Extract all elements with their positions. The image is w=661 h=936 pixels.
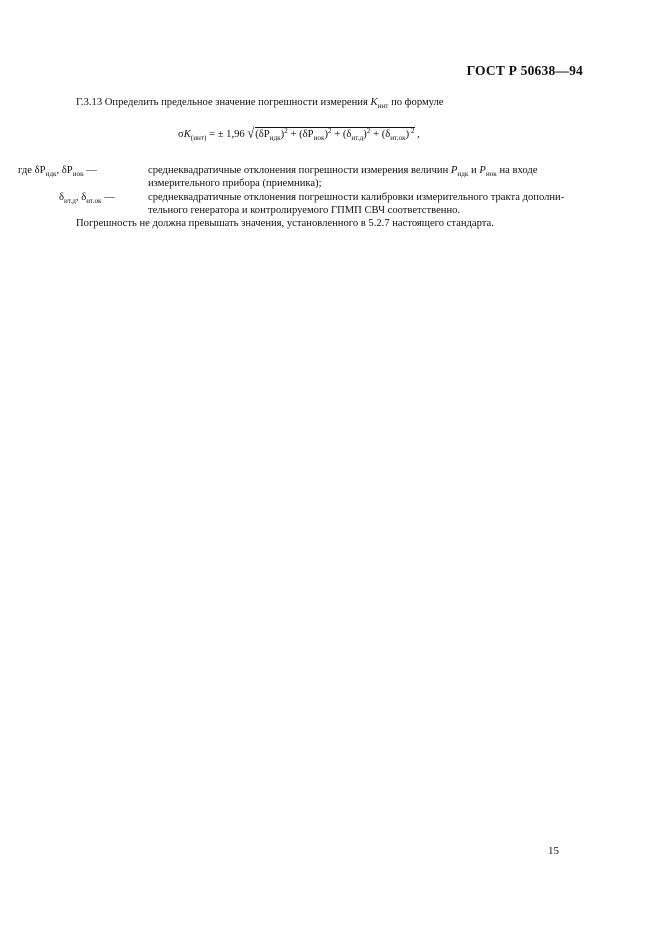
term-4: $(\delta_{ит.ок})$ $^2$ bbox=[381, 127, 415, 142]
note-paragraph: Погрешность не должна превышать значения, установленного в 5.2.7 настоящего стандарта. bbox=[76, 218, 494, 229]
term-3: $(\delta_{ит.д})^2$ bbox=[342, 127, 371, 142]
definition-1-line-2: измерительного прибора (приемника); bbox=[148, 178, 322, 189]
symbol-k-subscript: инт bbox=[377, 102, 389, 110]
formula-radicand: $(\delta P_{идк})^2 + (\delta P_{иок})^2 + (\delta_{ит.д})^2 + (\delta_{ит.ок})$ $^2$ bbox=[255, 127, 415, 142]
definition-2-symbols: $\delta_{ит.д}$, $\delta_{ит.ок}$ — bbox=[59, 192, 115, 205]
clause-intro bbox=[76, 96, 444, 109]
definition-1-symbols: где $\delta P_{идк}$, $\delta P_{иок}$ — bbox=[18, 165, 97, 178]
clause-tail: по формуле bbox=[391, 97, 444, 108]
definition-2-line-2: тельного генератора и контролируемого ГПМП СВЧ соответственно. bbox=[148, 205, 461, 216]
formula-k: K bbox=[183, 129, 191, 140]
sqrt-icon: √ bbox=[247, 124, 255, 141]
clause-text: Определить предельное значение погрешности измерения bbox=[104, 97, 368, 108]
term-2: $(\delta P_{иок})^2$ bbox=[299, 127, 332, 142]
page-number: 15 bbox=[548, 845, 559, 857]
symbol-k: K bbox=[370, 97, 378, 108]
formula-sigma: σ bbox=[178, 129, 184, 140]
definition-1-line-1: среднеквадратичные отклонения погрешности измерения величин $P_{идк}$ и $P_{иок}$ на входе bbox=[148, 165, 538, 178]
formula-coefficient: = ± 1,96 bbox=[209, 129, 245, 140]
formula bbox=[178, 126, 420, 141]
term-1: $(\delta P_{идк})^2$ bbox=[255, 127, 288, 142]
definition-2-line-1: среднеквадратичные отклонения погрешности калибровки измерительного тракта дополни- bbox=[148, 192, 565, 203]
formula-comma: , bbox=[417, 129, 420, 140]
document-header: ГОСТ Р 50638—94 bbox=[466, 63, 583, 78]
clause-number: Г.3.13 bbox=[76, 97, 103, 108]
formula-k-sub: (инт) bbox=[190, 134, 207, 142]
